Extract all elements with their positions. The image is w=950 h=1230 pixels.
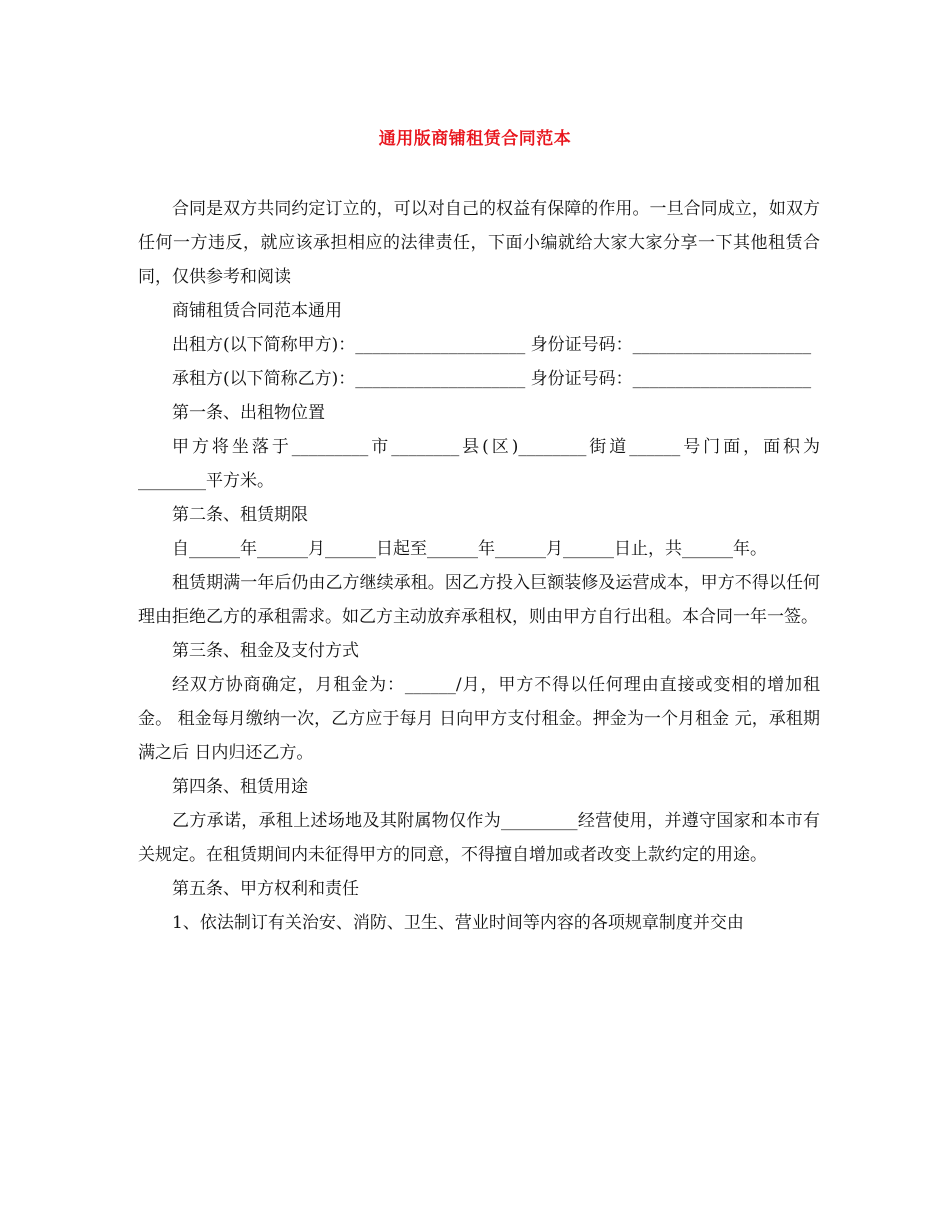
lessor-line: 出租方(以下简称甲方)：____________________ 身份证号码：_____________________ — [172, 335, 812, 355]
intro-paragraph: 合同是双方共同约定订立的，可以对自己的权益有保障的作用。一旦合同成立，如双方任何一方违反，就应该承担相应的法律责任，下面小编就给大家大家分享一下其他租赁合同，仅供参考和阅读 — [138, 199, 820, 287]
article-1-body: 甲方将坐落于_________市________县(区)________街道______号门面，面积为________平方米。 — [138, 437, 820, 491]
article-1-heading: 第一条、出租物位置 — [172, 403, 325, 423]
article-2-term-line: 自______年______月______日起至______年______月______日止，共______年。 — [172, 539, 767, 559]
article-4-body: 乙方承诺，承租上述场地及其附属物仅作为_________经营使用，并遵守国家和本市有关规定。在租赁期间内未征得甲方的同意，不得擅自增加或者改变上款约定的用途。 — [138, 811, 820, 865]
article-5-heading: 第五条、甲方权利和责任 — [172, 879, 359, 899]
article-3-heading: 第三条、租金及支付方式 — [172, 641, 359, 661]
article-3-body: 经双方协商确定，月租金为：______/月，甲方不得以任何理由直接或变相的增加租金。 租金每月缴纳一次，乙方应于每月 日向甲方支付租金。押金为一个月租金 元，承租期满之后 日内归还乙方。 — [138, 675, 820, 763]
document-body — [138, 192, 820, 940]
document-title: 通用版商铺租赁合同范本 — [378, 129, 572, 149]
article-5-item-1: 1、依法制订有关治安、消防、卫生、营业时间等内容的各项规章制度并交由 — [172, 913, 744, 933]
article-2-body: 租赁期满一年后仍由乙方继续承租。因乙方投入巨额装修及运营成本，甲方不得以任何理由拒绝乙方的承租需求。如乙方主动放弃承租权，则由甲方自行出租。本合同一年一签。 — [138, 573, 820, 627]
contract-subtitle: 商铺租赁合同范本通用 — [172, 301, 342, 321]
lessee-line: 承租方(以下简称乙方)：____________________ 身份证号码：_____________________ — [172, 369, 812, 389]
article-4-heading: 第四条、租赁用途 — [172, 777, 308, 797]
article-2-heading: 第二条、租赁期限 — [172, 505, 308, 525]
